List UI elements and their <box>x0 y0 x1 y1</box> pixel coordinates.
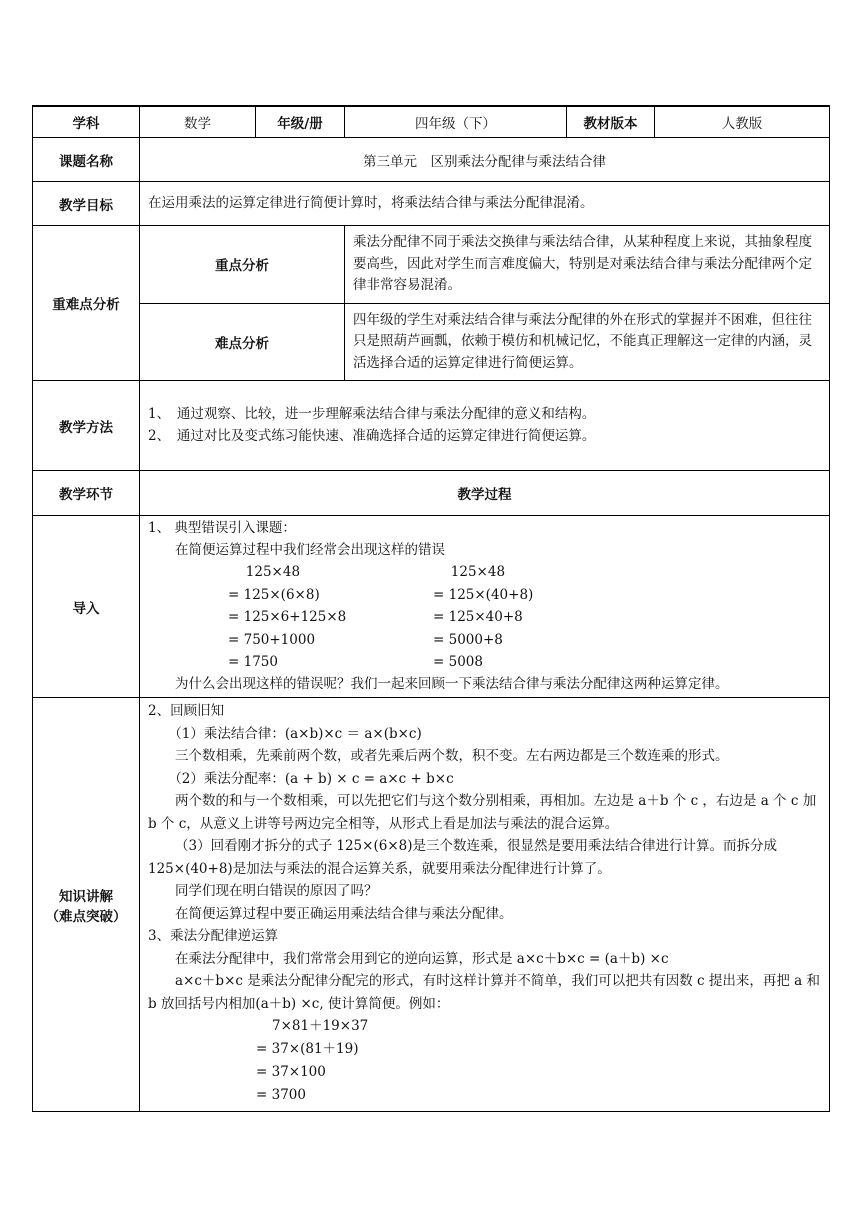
topic-row <box>33 138 830 182</box>
understand-question: 同学们现在明白错误的原因了吗？ <box>175 883 378 899</box>
process-label: 教学过程 <box>140 471 830 516</box>
lesson-plan-sheet <box>32 105 829 1112</box>
key-analysis-label: 重点分析 <box>140 226 345 304</box>
key-analysis-text: 乘法分配律不同于乘法交换律与乘法结合律，从某种程度上来说，其抽象程度要高些，因此对学生而言难度偏大，特别是对乘法结合律与乘法分配律两个定律非常容易混淆。 <box>345 226 830 304</box>
intro-question: 为什么会出现这样的错误呢？我们一起来回顾一下乘法结合律与乘法分配律这两种运算定律。 <box>175 675 729 692</box>
stage-label: 教学环节 <box>33 471 140 516</box>
knowledge-label-line1: 知识讲解 <box>59 888 113 905</box>
calc-right-line: = 125×40+8 <box>433 609 523 625</box>
calc-left-line: = 125×6+125×8 <box>228 609 347 625</box>
key-analysis-row <box>33 226 830 304</box>
example-line: = 3700 <box>256 1087 306 1103</box>
grade-label: 年级/册 <box>256 106 345 138</box>
calc-right-line: 125×48 <box>433 564 506 580</box>
grade-value: 四年级（下） <box>345 106 567 138</box>
recheck-paragraph: （3）回看刚才拆分的式子 125×(6×8)是三个数连乘，很显然是要用乘法结合律进行计算。而拆分成 125×(40+8)是加法与乘法的混合运算关系，就要用乘法分配律进行计算了。 <box>148 838 777 877</box>
worked-example <box>256 1015 821 1107</box>
method-row <box>33 381 830 471</box>
topic-value: 第三单元 区别乘法分配律与乘法结合律 <box>140 138 830 182</box>
knowledge-content <box>140 698 830 1112</box>
edition-label: 教材版本 <box>567 106 655 138</box>
intro-row <box>33 516 830 698</box>
intro-lead: 在简便运算过程中我们经常会出现这样的错误 <box>175 541 445 558</box>
header-row <box>33 106 830 138</box>
example-line: 7×81＋19×37 <box>272 1018 369 1034</box>
objective-value: 在运用乘法的运算定律进行简便计算时，将乘法结合律与乘法分配律混淆。 <box>140 182 830 226</box>
example-line: = 37×(81＋19) <box>256 1041 359 1057</box>
distributive-law-desc: 两个数的和与一个数相乘，可以先把它们与这个数分别相乘，再相加。左边是 a＋b 个 c ，右边是 a 个 c 加 b 个 c，从意义上讲等号两边完全相等，从形式上看是加法与乘法的混合运算。 <box>148 793 817 832</box>
calc-left-line: 125×48 <box>228 564 301 580</box>
method-label: 教学方法 <box>33 381 140 471</box>
lesson-plan-table <box>32 105 830 1112</box>
inverse-description: 在乘法分配律中，我们常常会用到它的逆向运算，形式是 a×c＋b×c = (a＋b) ×c <box>175 950 669 967</box>
process-header-row <box>33 471 830 516</box>
subject-label: 学科 <box>33 106 140 138</box>
calc-right-line: = 5000+8 <box>433 631 503 648</box>
intro-label: 导入 <box>33 516 140 698</box>
topic-label: 课题名称 <box>33 138 140 182</box>
calc-left-line: = 125×(6×8) <box>228 586 320 603</box>
subject-value: 数学 <box>140 106 256 138</box>
associative-law-desc: 三个数相乘，先乘前两个数，或者先乘后两个数，积不变。左右两边都是三个数连乘的形式。 <box>175 748 729 764</box>
method-item: 2、 通过对比及变式练习能快速、准确选择合适的运算定律进行简便运算。 <box>148 427 596 444</box>
edition-value: 人教版 <box>655 106 830 138</box>
objective-row <box>33 182 830 226</box>
method-item: 1、 通过观察、比较，进一步理解乘法结合律与乘法分配律的意义和结构。 <box>148 406 596 422</box>
calc-left-line: = 750+1000 <box>228 631 316 648</box>
objective-label: 教学目标 <box>33 182 140 226</box>
knowledge-label-line2: （难点突破） <box>45 908 127 925</box>
intro-heading: 1、 典型错误引入课题： <box>148 520 296 536</box>
intro-content <box>140 516 830 698</box>
distributive-law-title: （2）乘法分配率：(a + b) × c = a×c + b×c <box>168 770 454 787</box>
calc-left-line: = 1750 <box>228 654 278 670</box>
error-examples <box>228 561 821 674</box>
correct-use-note: 在简便运算过程中要正确运用乘法结合律与乘法分配律。 <box>175 905 513 922</box>
calc-right-line: = 125×(40+8) <box>433 586 534 603</box>
example-line: = 37×100 <box>256 1064 326 1080</box>
associative-law-title: （1）乘法结合律：(a×b)×c ＝ a×(b×c) <box>168 725 422 742</box>
knowledge-label <box>33 698 140 1112</box>
method-content <box>140 381 830 471</box>
inverse-explanation: a×c＋b×c 是乘法分配律分配完的形式，有时这样计算并不简单，我们可以把共有因数 c 提出来，再把 a 和 b 放回括号内相加(a＋b) ×c, 使计算简便。例如： <box>148 973 820 1012</box>
difficult-analysis-row <box>33 303 830 381</box>
difficult-analysis-label: 难点分析 <box>140 303 345 381</box>
review-heading: 2、回顾旧知 <box>148 703 225 719</box>
difficult-analysis-text: 四年级的学生对乘法结合律与乘法分配律的外在形式的掌握并不困难，但往往只是照葫芦画瓢，依赖于模仿和机械记忆，不能真正理解这一定律的内涵，灵活选择合适的运算定律进行简便运算。 <box>345 303 830 381</box>
inverse-heading: 3、乘法分配律逆运算 <box>148 928 279 944</box>
analysis-label: 重难点分析 <box>33 226 140 381</box>
knowledge-row <box>33 698 830 1112</box>
calc-right-line: = 5008 <box>433 654 483 670</box>
